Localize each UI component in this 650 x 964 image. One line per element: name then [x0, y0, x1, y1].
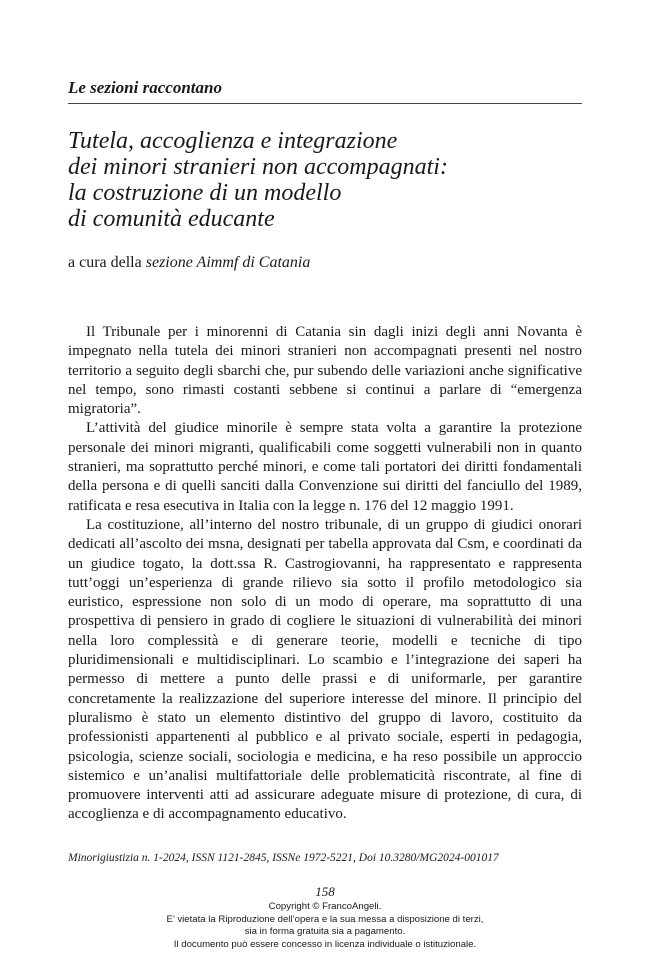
journal-citation: Minorigiustizia n. 1-2024, ISSN 1121-2845, ISSNe 1972-5221, Doi 10.3280/MG2024-001017 [68, 852, 499, 864]
header-rule [68, 103, 582, 104]
title-line: la costruzione di un modello [68, 180, 342, 206]
copyright-line: Copyright © FrancoAngeli. [268, 901, 382, 912]
byline-prefix: a cura della [68, 254, 142, 271]
page-number: 158 [315, 884, 335, 899]
section-label: Le sezioni raccontano [68, 78, 222, 97]
copyright-line: sia in forma gratuita sia a pagamento. [244, 926, 406, 937]
body-paragraph: L’attività del giudice minorile è sempre stata volta a garantire la protezione personale dei minori migranti, qualificabili come soggetti vulnerabili non in quanto stranieri, ma soprattutto perché minori, e come tali portatori dei diritti fondamentali della persona e di quelli sanciti dalla Convenzione sui diritti del fanciullo del 1989, ratificata e resa esecutiva in Italia con la legge n. 176 del 12 maggio 1991. [68, 420, 582, 514]
title-line: dei minori stranieri non accompagnati: [68, 154, 448, 180]
copyright-notice [0, 901, 650, 951]
article-body [68, 323, 582, 825]
byline-section: sezione Aimmf di Catania [145, 254, 311, 271]
title-line: Tutela, accoglienza e integrazione [68, 128, 398, 154]
title-line: di comunità educante [68, 206, 275, 232]
byline [68, 254, 310, 272]
article-title [68, 128, 588, 232]
body-paragraph: Il Tribunale per i minorenni di Catania sin dagli inizi degli anni Novanta è impegnato nella tutela dei minori stranieri non accompagnati presenti nel nostro territorio a seguito degli sbarchi che, pur subendo delle variazioni anche significative nel tempo, sono rimasti costanti sebbene si continui a parlare di “emergenza migratoria”. [68, 324, 582, 418]
copyright-line: Il documento può essere concesso in licenza individuale o istituzionale. [173, 938, 477, 950]
body-paragraph: La costituzione, all’interno del nostro tribunale, di un gruppo di giudici onorari dedicati all’ascolto dei msna, designati per tabella approvata dal Csm, e coordinati da un giudice togato, la dott.ssa R. Castrogiovanni, ha rappresentato e rappresenta tutt’oggi un’esperienza di grande rilievo sia sotto il profilo metodologico sia euristico, espressione non solo di un modo di operare, ma soprattutto di una prospettiva di pensiero in grado di cogliere le situazioni di vulnerabilità dei minori nella loro complessità e di generare teorie, modelli e tecniche di tipo pluridimensionali e multidisciplinari. Lo scambio e l’integrazione dei saperi ha permesso di mettere a punto delle prassi e di uniformarle, per garantire concretamente la realizzazione del superiore interesse del minore. Il principio del pluralismo è stato un elemento distintivo del gruppo di lavoro, costituito da professionisti appartenenti al pubblico e al privato sociale, esperti in pedagogia, psicologia, scienze sociali, sociologia e medicina, e ha reso possibile un approccio sistemico e un’analisi multifattoriale delle problematicità riscontrate, al fine di promuovere interventi atti ad assicurare adeguate misure di protezione, di cura, di accoglienza e di accompagnamento educativo. [68, 516, 582, 823]
copyright-line: E’ vietata la Riproduzione dell’opera e la sua messa a disposizione di terzi, [166, 913, 484, 925]
